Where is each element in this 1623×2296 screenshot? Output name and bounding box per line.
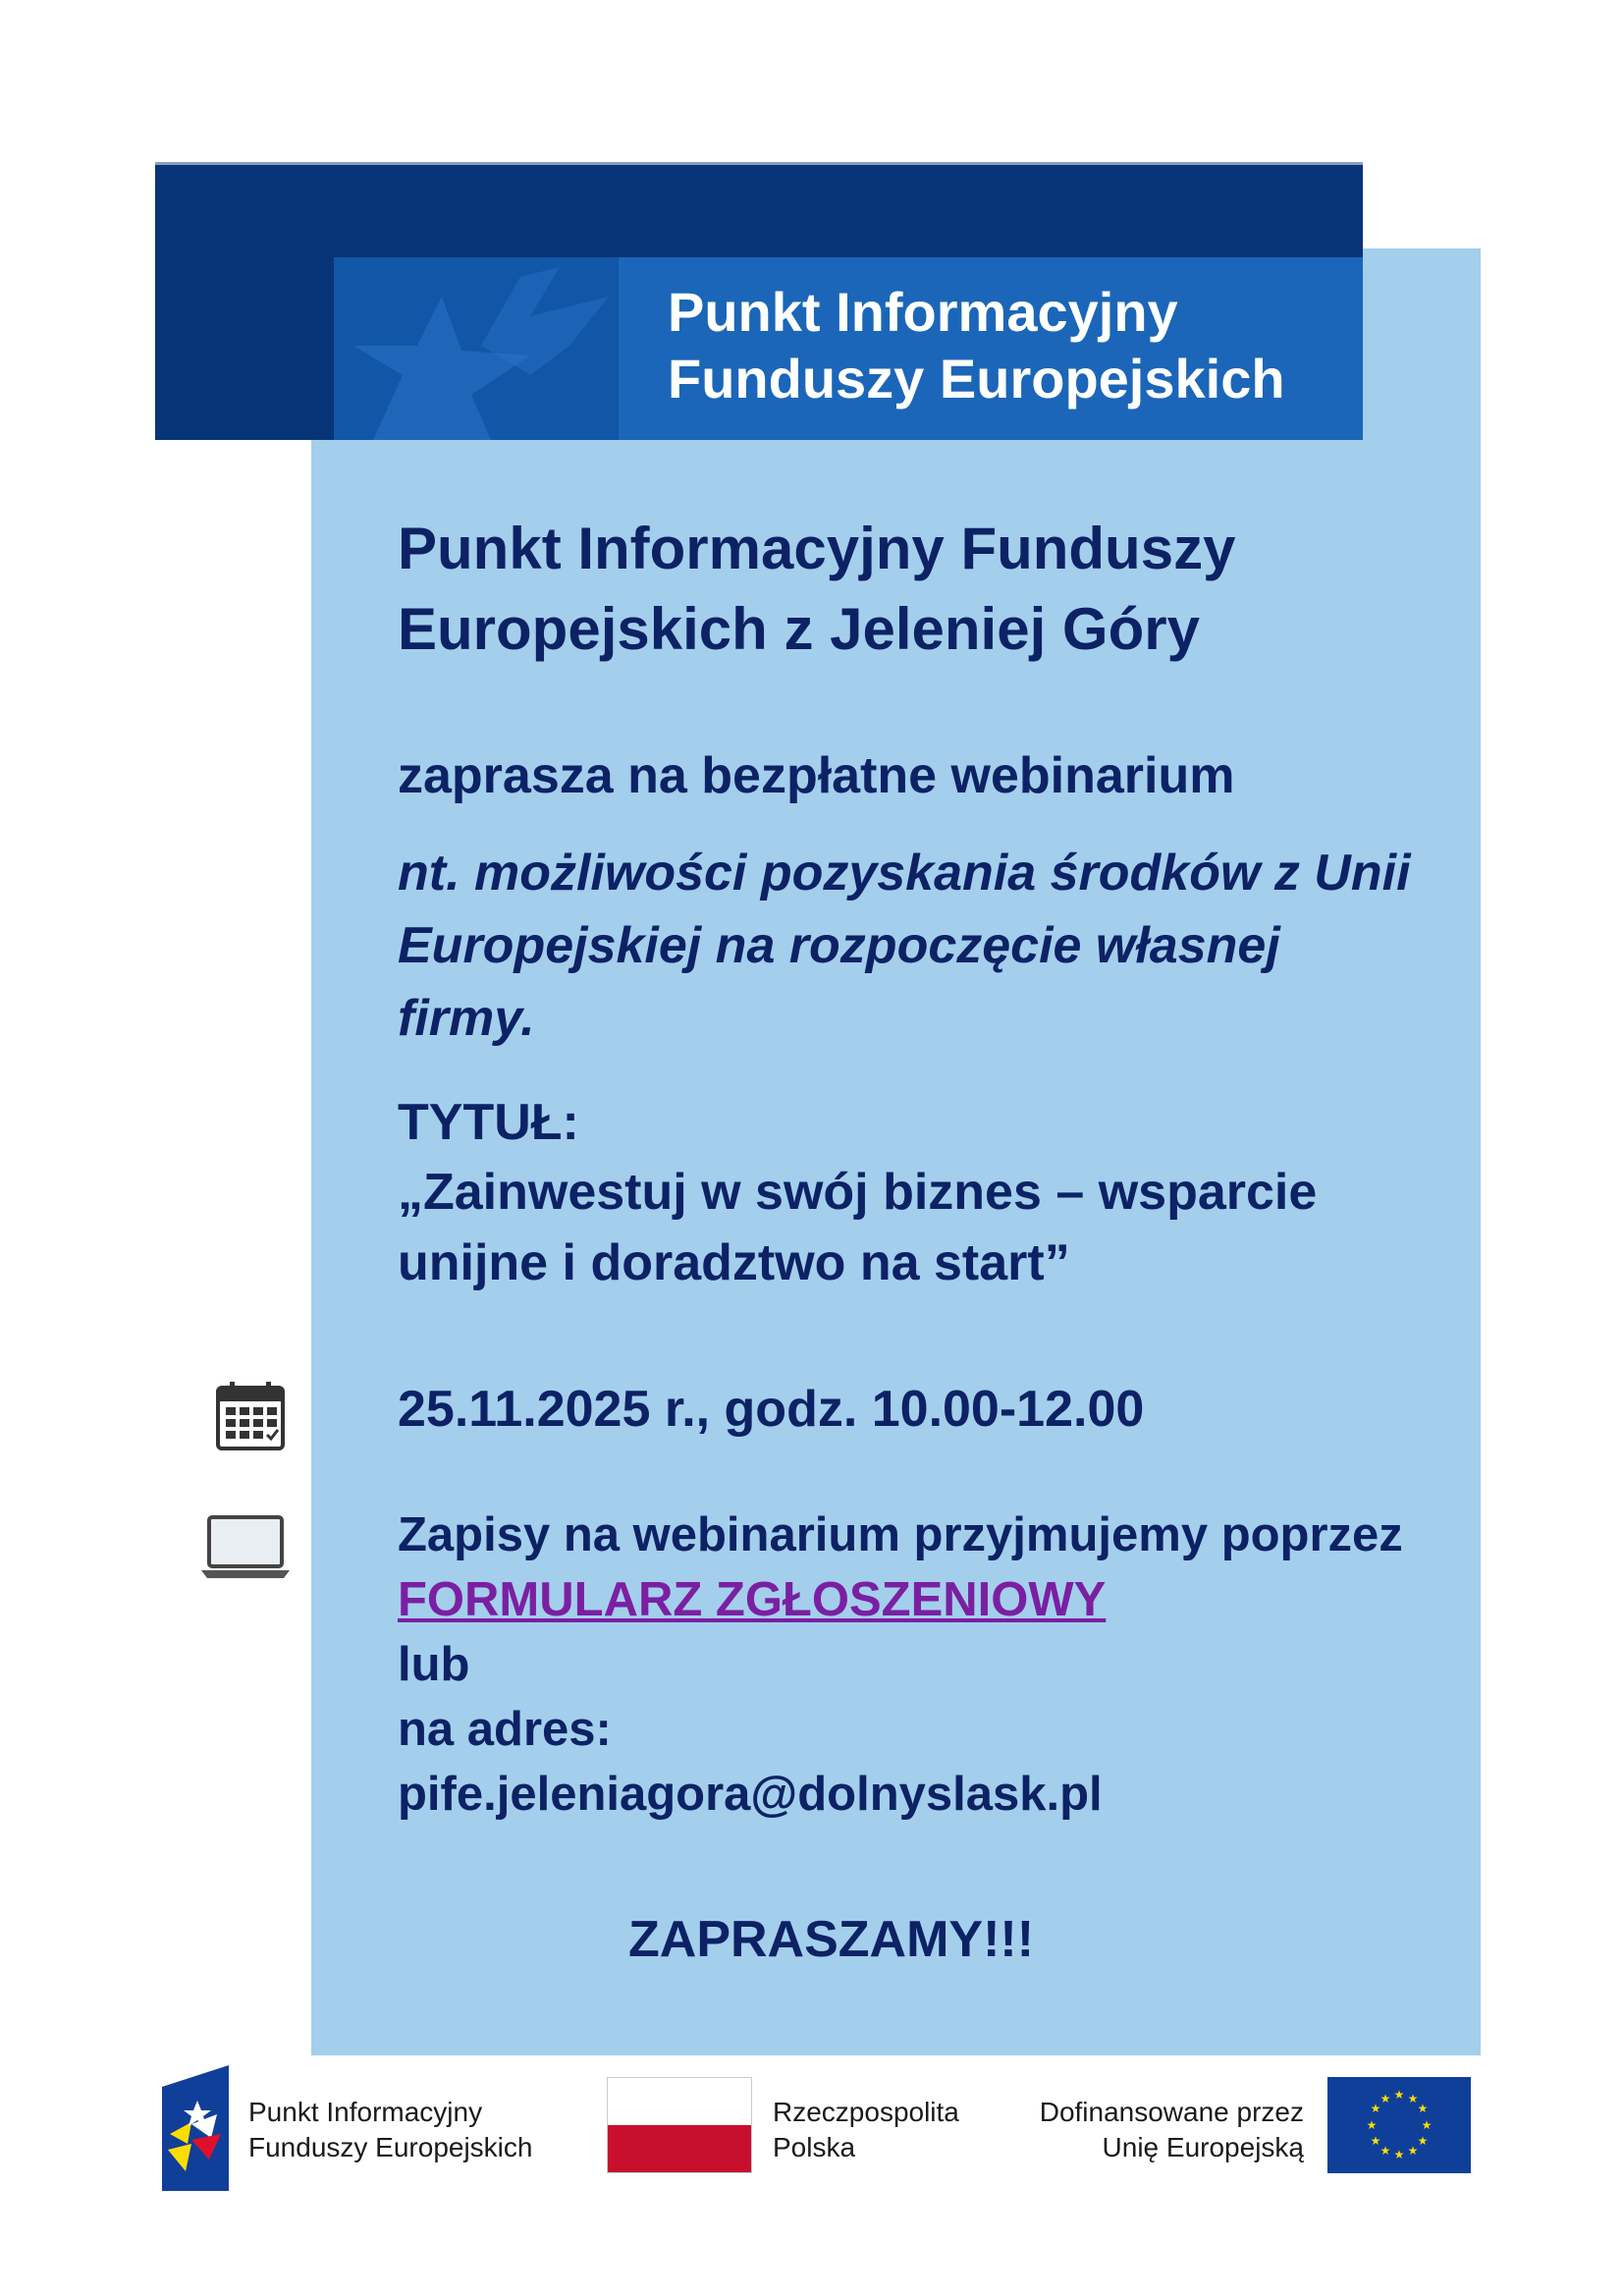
signup-email[interactable]: pife.jeleniagora@dolnyslask.pl xyxy=(398,1768,1103,1821)
signup-intro: Zapisy na webinarium przyjmujemy poprzez xyxy=(398,1508,1403,1561)
stars-graphic xyxy=(334,257,619,440)
page-title: Punkt Informacyjny Funduszy Europejskich z Jeleniej Góry xyxy=(398,516,1236,662)
laptop-icon xyxy=(199,1515,292,1580)
svg-text:★: ★ xyxy=(1380,2092,1391,2105)
eu-flag-icon xyxy=(1327,2077,1471,2178)
svg-text:★: ★ xyxy=(1417,2102,1429,2115)
footer-logos xyxy=(0,2057,1623,2195)
event-date: 25.11.2025 r., godz. 10.00-12.00 xyxy=(398,1381,1145,1438)
svg-text:★: ★ xyxy=(1370,2102,1381,2115)
topic-text: nt. możliwości pozyskania środków z Unii Europejskiej na rozpoczęcie własnej firmy. xyxy=(398,845,1411,1047)
svg-text:★: ★ xyxy=(1417,2134,1429,2148)
rp-logo-text: Rzeczpospolita Polska xyxy=(773,2097,959,2162)
polish-flag-icon xyxy=(607,2077,752,2173)
webinar-title: „Zainwestuj w swój biznes – wsparcie unijne i doradztwo na start” xyxy=(398,1164,1318,1291)
pife-logo-text: Punkt Informacyjny Funduszy Europejskich xyxy=(248,2097,533,2162)
svg-text:★: ★ xyxy=(1393,2088,1405,2102)
svg-text:★: ★ xyxy=(1393,2148,1405,2161)
title-label: TYTUŁ: xyxy=(398,1094,579,1151)
invite-text: zaprasza na bezpłatne webinarium xyxy=(398,747,1235,804)
eu-logo-text: Dofinansowane przez Unię Europejską xyxy=(1039,2097,1304,2162)
svg-text:★: ★ xyxy=(1407,2092,1419,2105)
signup-or: lub xyxy=(398,1638,470,1691)
svg-text:★: ★ xyxy=(1421,2118,1433,2132)
banner-title: Punkt Informacyjny Funduszy Europejskich xyxy=(668,281,1285,410)
header-logo-box xyxy=(334,257,1363,440)
svg-text:★: ★ xyxy=(1366,2118,1378,2132)
pife-logo-icon xyxy=(162,2065,229,2196)
signup-block xyxy=(398,1503,1468,1827)
registration-form-link[interactable]: FORMULARZ ZGŁOSZENIOWY xyxy=(398,1573,1107,1626)
closing-text: ZAPRASZAMY!!! xyxy=(628,1911,1035,1968)
svg-text:★: ★ xyxy=(1407,2144,1419,2158)
signup-address-label: na adres: xyxy=(398,1703,612,1756)
calendar-icon xyxy=(216,1380,285,1450)
svg-text:★: ★ xyxy=(1380,2144,1391,2158)
svg-text:★: ★ xyxy=(1370,2134,1381,2148)
